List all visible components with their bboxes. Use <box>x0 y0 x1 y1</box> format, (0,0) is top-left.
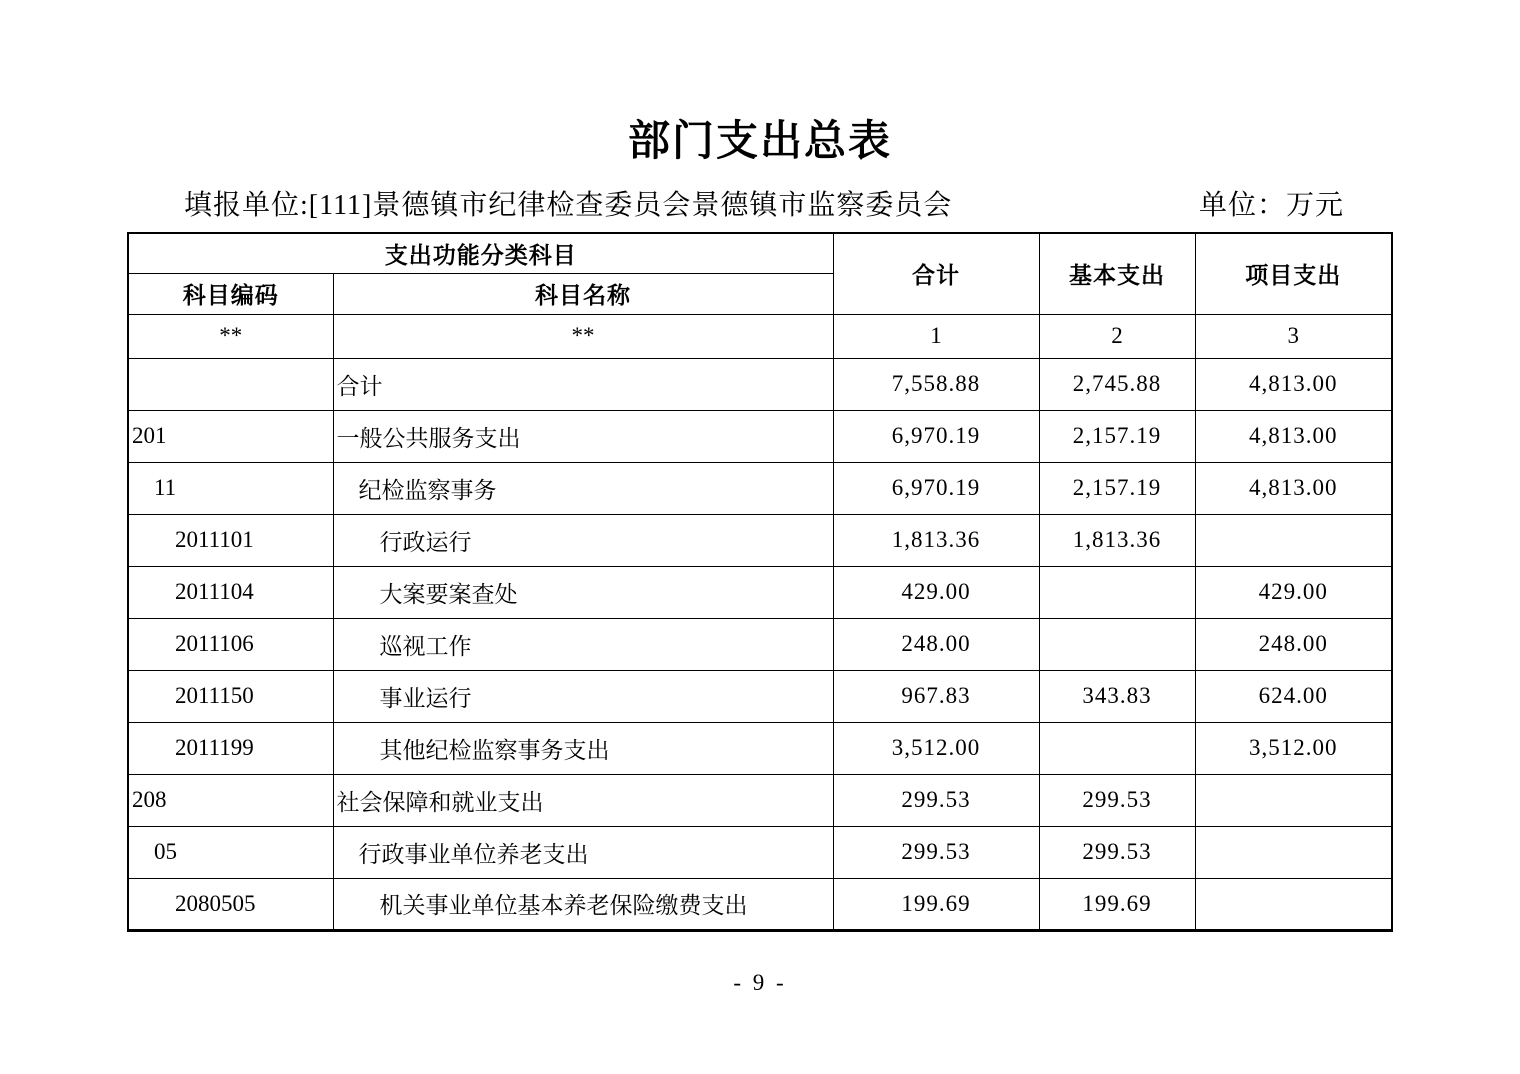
total-value-cell: 3,512.00 <box>833 722 1039 774</box>
project-value-cell: 4,813.00 <box>1195 410 1392 462</box>
subject-name-cell: 大案要案查处 <box>333 566 833 618</box>
subject-code-cell: 2011150 <box>128 670 333 722</box>
project-value-cell <box>1195 826 1392 878</box>
column-number-basic: 2 <box>1039 314 1195 358</box>
total-value-cell: 7,558.88 <box>833 358 1039 410</box>
subject-name-cell: 行政运行 <box>333 514 833 566</box>
subject-name-cell: 社会保障和就业支出 <box>333 774 833 826</box>
project-value-cell <box>1195 514 1392 566</box>
table-row <box>128 826 1392 878</box>
project-value-cell <box>1195 878 1392 930</box>
subject-code-cell: 208 <box>128 774 333 826</box>
subject-name-cell: 机关事业单位基本养老保险缴费支出 <box>333 878 833 930</box>
header-basic-expenditure: 基本支出 <box>1039 233 1195 314</box>
project-value-cell: 429.00 <box>1195 566 1392 618</box>
total-value-cell: 967.83 <box>833 670 1039 722</box>
total-value-cell: 1,813.36 <box>833 514 1039 566</box>
subject-code-cell: 2011106 <box>128 618 333 670</box>
total-value-cell: 248.00 <box>833 618 1039 670</box>
subject-name-cell: 其他纪检监察事务支出 <box>333 722 833 774</box>
column-number-project: 3 <box>1195 314 1392 358</box>
expenditure-table <box>127 232 1393 932</box>
subject-code-cell: 201 <box>128 410 333 462</box>
unit-of-measure-label: 单位：万元 <box>1198 190 1344 221</box>
table-row <box>128 410 1392 462</box>
total-value-cell: 6,970.19 <box>833 410 1039 462</box>
header-subject-name: 科目名称 <box>333 273 833 314</box>
total-value-cell: 299.53 <box>833 774 1039 826</box>
basic-value-cell <box>1039 722 1195 774</box>
subject-name-cell: 一般公共服务支出 <box>333 410 833 462</box>
total-value-cell: 429.00 <box>833 566 1039 618</box>
subject-code-cell: 05 <box>128 826 333 878</box>
table-row <box>128 774 1392 826</box>
table-row <box>128 618 1392 670</box>
column-number-total: 1 <box>833 314 1039 358</box>
table-row <box>128 670 1392 722</box>
subject-name-cell: 纪检监察事务 <box>333 462 833 514</box>
mask-code-cell: ** <box>128 314 333 358</box>
basic-value-cell: 343.83 <box>1039 670 1195 722</box>
header-subject-code: 科目编码 <box>128 273 333 314</box>
table-row <box>128 462 1392 514</box>
mask-name-cell: ** <box>333 314 833 358</box>
table-row <box>128 514 1392 566</box>
document-title: 部门支出总表 <box>627 117 892 164</box>
project-value-cell: 624.00 <box>1195 670 1392 722</box>
basic-value-cell <box>1039 566 1195 618</box>
basic-value-cell: 199.69 <box>1039 878 1195 930</box>
total-value-cell: 199.69 <box>833 878 1039 930</box>
header-total: 合计 <box>833 233 1039 314</box>
subject-code-cell: 2080505 <box>128 878 333 930</box>
subject-code-cell: 11 <box>128 462 333 514</box>
table-row <box>128 358 1392 410</box>
basic-value-cell <box>1039 618 1195 670</box>
basic-value-cell: 2,157.19 <box>1039 462 1195 514</box>
table-row <box>128 722 1392 774</box>
subject-name-cell: 巡视工作 <box>333 618 833 670</box>
project-value-cell: 4,813.00 <box>1195 462 1392 514</box>
project-value-cell: 3,512.00 <box>1195 722 1392 774</box>
total-value-cell: 6,970.19 <box>833 462 1039 514</box>
subject-name-cell: 事业运行 <box>333 670 833 722</box>
reporting-unit-label: 填报单位:[111]景德镇市纪律检查委员会景德镇市监察委员会 <box>184 190 953 221</box>
column-index-row <box>128 314 1392 358</box>
basic-value-cell: 299.53 <box>1039 774 1195 826</box>
subject-code-cell: 2011104 <box>128 566 333 618</box>
subhead-row <box>184 190 1344 222</box>
project-value-cell: 4,813.00 <box>1195 358 1392 410</box>
header-row-group <box>128 233 1392 273</box>
page-number: - 9 - <box>733 969 787 995</box>
header-project-expenditure: 项目支出 <box>1195 233 1392 314</box>
basic-value-cell: 299.53 <box>1039 826 1195 878</box>
subject-code-cell <box>128 358 333 410</box>
subject-code-cell: 2011101 <box>128 514 333 566</box>
table-row <box>128 566 1392 618</box>
total-value-cell: 299.53 <box>833 826 1039 878</box>
basic-value-cell: 2,745.88 <box>1039 358 1195 410</box>
project-value-cell <box>1195 774 1392 826</box>
basic-value-cell: 2,157.19 <box>1039 410 1195 462</box>
basic-value-cell: 1,813.36 <box>1039 514 1195 566</box>
table-row <box>128 878 1392 930</box>
subject-name-cell: 行政事业单位养老支出 <box>333 826 833 878</box>
subject-code-cell: 2011199 <box>128 722 333 774</box>
subject-name-cell: 合计 <box>333 358 833 410</box>
project-value-cell: 248.00 <box>1195 618 1392 670</box>
header-function-category: 支出功能分类科目 <box>128 233 833 273</box>
